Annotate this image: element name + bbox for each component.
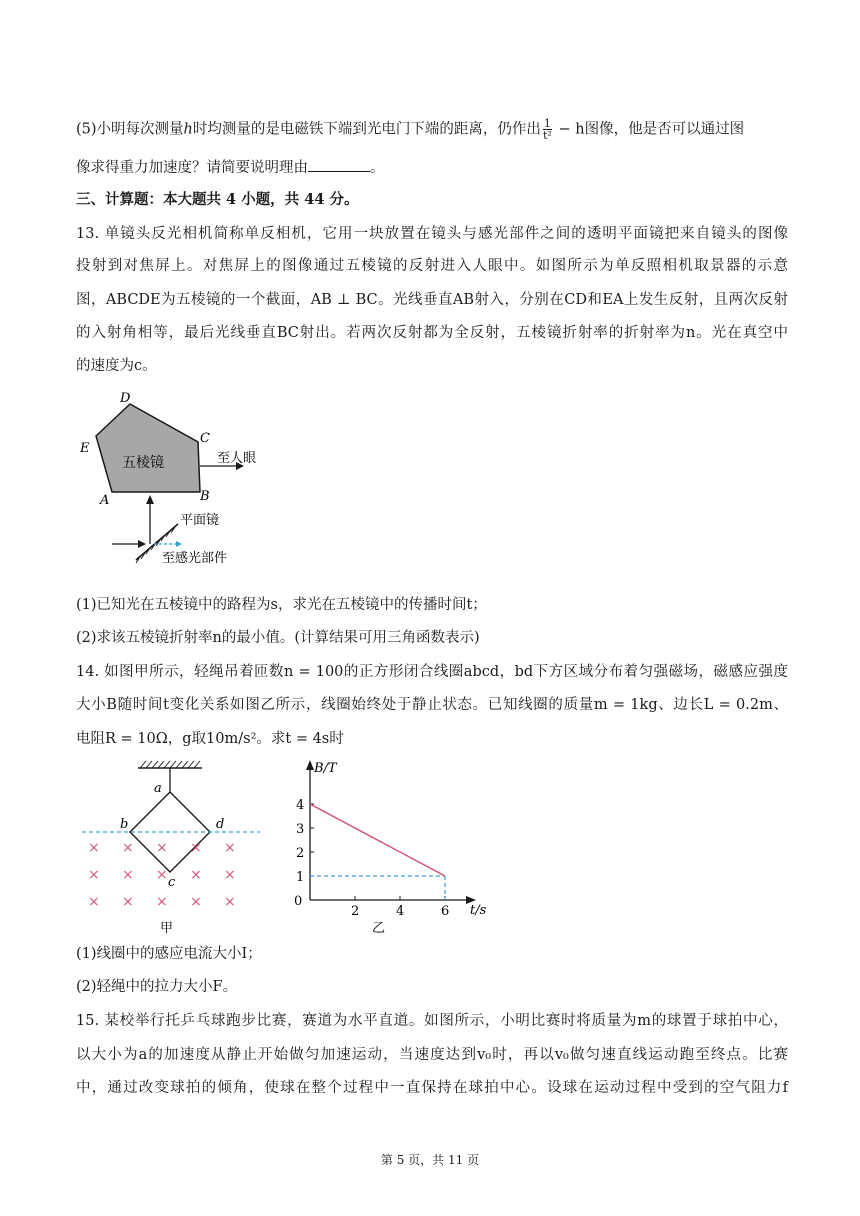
b-t-graph	[280, 758, 500, 938]
svg-text:×: ×	[88, 840, 100, 856]
pentaprism-figure	[76, 390, 276, 570]
to-sensor-label: 至感光部件	[162, 551, 228, 566]
y-tick-label: 3	[296, 822, 305, 837]
coil-label-c: c	[168, 875, 176, 890]
incoming-arrowhead	[138, 540, 146, 548]
figure-jia-caption: 甲	[160, 921, 174, 936]
minus-sign: −	[553, 121, 576, 138]
q12-5-line1	[76, 118, 788, 141]
vertex-A: A	[100, 493, 110, 508]
y-tick-label: 2	[296, 846, 305, 861]
q13-line: 的入射角相等，最后光线垂直BC射出。若两次反射都为全反射，五棱镜折射率的折射率为n。光在真空中	[76, 325, 788, 341]
q15-line: 中，通过改变球拍的倾角，使球在整个过程中一直保持在球拍中心。设球在运动过程中受到的空气阻力f	[76, 1080, 788, 1096]
q12-5-line2	[76, 157, 788, 178]
period: 。	[370, 160, 385, 176]
svg-text:×: ×	[88, 894, 100, 910]
vertex-E: E	[80, 441, 90, 456]
svg-text:×: ×	[190, 840, 202, 856]
svg-text:×: ×	[122, 894, 134, 910]
ceiling-hatching	[140, 761, 200, 768]
svg-text:×: ×	[224, 867, 236, 883]
q15-line: 15. 某校举行托乒乓球跑步比赛，赛道为水平直道。如图所示，小明比赛时将质量为m的球置于球拍中心，	[76, 1013, 788, 1029]
svg-text:×: ×	[88, 867, 100, 883]
svg-text:×: ×	[224, 840, 236, 856]
mirror-label: 平面镜	[180, 513, 220, 528]
to-eye-label: 至人眼	[217, 451, 257, 466]
x-axis-label: t/s	[470, 903, 487, 918]
magnetic-field-crosses	[88, 840, 236, 910]
b-t-series-line	[310, 804, 445, 876]
q14-sub2: (2)轻绳中的拉力大小F。	[76, 979, 238, 995]
figure-yi-caption: 乙	[372, 921, 386, 936]
origin-label: 0	[294, 894, 303, 909]
coil-label-a: a	[154, 781, 162, 796]
svg-text:×: ×	[122, 867, 134, 883]
q13-line: 投射到对焦屏上。对焦屏上的图像通过五棱镜的反射进入人眼中。如图所示为单反照相机取景器的示意	[76, 258, 788, 274]
q14-sub1: (1)线圈中的感应电流大小I；	[76, 946, 262, 962]
x-tick-label: 4	[396, 904, 405, 919]
coil-label-b: b	[120, 817, 129, 832]
section-heading: 三、计算题：本大题共 4 小题，共 44 分。	[76, 191, 359, 208]
vertex-D: D	[120, 391, 131, 406]
q13-line: 13. 单镜头反光相机简称单反相机，它用一块放置在镜头与感光部件之间的透明平面镜把来自镜头的图像	[76, 226, 788, 242]
fraction-denominator: t²	[542, 129, 552, 142]
svg-text:×: ×	[190, 894, 202, 910]
coil-label-d: d	[216, 817, 225, 832]
x-tick-label: 2	[351, 904, 360, 919]
svg-text:×: ×	[156, 867, 168, 883]
q13-line: 的速度为c。	[76, 358, 157, 374]
svg-text:×: ×	[190, 867, 202, 883]
q14-line: 电阻R = 10Ω，g取10m/s²。求t = 4s时	[76, 731, 344, 747]
sensor-arrowhead	[176, 541, 182, 547]
q13-line: 图，ABCDE为五棱镜的一个截面，AB ⊥ BC。光线垂直AB射入，分别在CD和EA上发生反射，且两次反射	[76, 292, 788, 308]
vertex-C: C	[200, 431, 210, 446]
q14-line: 14. 如图甲所示，轻绳吊着匝数n = 100的正方形闭合线圈abcd，bd下方区域分布着匀强磁场，磁感应强度	[76, 664, 788, 680]
x-tick-label: 6	[441, 904, 450, 919]
svg-text:×: ×	[224, 894, 236, 910]
q12-5-text-d: h图像，他是否可以通过图	[575, 121, 745, 138]
pentaprism-shape	[96, 404, 200, 492]
vertex-B: B	[200, 489, 210, 504]
q15-line: 以大小为a的加速度从静止开始做匀加速运动，当速度达到v₀时，再以v₀做匀速直线运动跑至终点。比赛	[76, 1047, 788, 1063]
fraction-numerator: 1	[543, 117, 551, 130]
svg-text:×: ×	[156, 840, 168, 856]
q13-sub1: (1)已知光在五棱镜中的路程为s，求光在五棱镜中的传播时间t；	[76, 597, 487, 613]
q12-5-text-b: 时均测量的是电磁铁下端到光电门下端的距离，仍作出	[192, 121, 541, 138]
q12-5-text-line2: 像求得重力加速度？请简要说明理由	[76, 160, 308, 176]
svg-text:×: ×	[156, 894, 168, 910]
vertical-arrowhead	[146, 495, 154, 504]
coil-figure	[76, 758, 276, 938]
y-tick-label: 4	[296, 798, 305, 813]
page-footer: 第 5 页，共 11 页	[380, 1153, 480, 1167]
var-h: h	[183, 121, 193, 138]
fraction	[543, 118, 552, 141]
y-axis-label: B/T	[314, 761, 337, 776]
svg-text:×: ×	[122, 840, 134, 856]
y-tick-label: 1	[296, 870, 305, 885]
q13-sub2: (2)求该五棱镜折射率n的最小值。(计算结果可用三角函数表示)	[76, 630, 480, 646]
prism-label: 五棱镜	[122, 455, 164, 471]
y-axis-arrow	[306, 760, 314, 770]
answer-blank[interactable]	[308, 157, 370, 172]
q14-line: 大小B随时间t变化关系如图乙所示，线圈始终处于静止状态。已知线圈的质量m = 1kg、边长L = 0.2m、	[76, 697, 788, 713]
q12-5-text-a: (5)小明每次测量	[76, 121, 184, 138]
